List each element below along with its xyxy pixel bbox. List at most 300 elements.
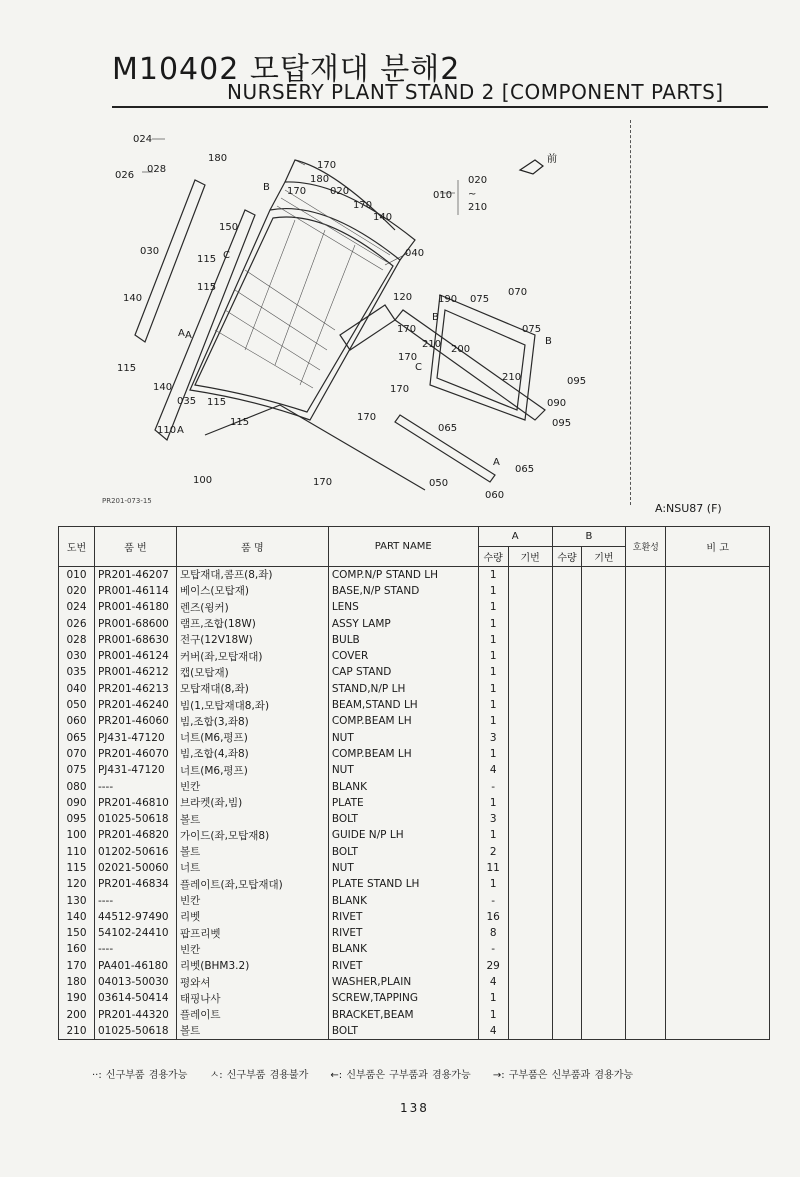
cell-part-no: ---- bbox=[94, 778, 176, 794]
cell-name-en: BOLT bbox=[328, 844, 478, 860]
cell-remarks bbox=[666, 713, 770, 729]
parts-table-body bbox=[59, 567, 770, 1040]
cell-a-qty: 1 bbox=[478, 664, 508, 680]
cell-no: 040 bbox=[59, 681, 95, 697]
cell-remarks bbox=[666, 827, 770, 843]
cell-b-qty bbox=[552, 615, 582, 631]
callout-label: 170 bbox=[357, 412, 377, 423]
cell-b-qty bbox=[552, 844, 582, 860]
callout-label: 115 bbox=[207, 397, 227, 408]
callout-label: 120 bbox=[393, 292, 413, 303]
cell-part-no: PR201-46810 bbox=[94, 795, 176, 811]
cell-name-ko: 빈칸 bbox=[176, 778, 328, 794]
cell-b-base bbox=[582, 876, 626, 892]
cell-a-qty: 1 bbox=[478, 990, 508, 1006]
cell-name-en: WASHER,PLAIN bbox=[328, 974, 478, 990]
cell-remarks bbox=[666, 615, 770, 631]
col-part-no: 품 번 bbox=[94, 527, 176, 567]
callout-label: A bbox=[493, 457, 500, 468]
cell-compat bbox=[626, 762, 666, 778]
cell-b-base bbox=[582, 974, 626, 990]
compatibility-legend bbox=[92, 1066, 651, 1081]
cell-name-en: LENS bbox=[328, 599, 478, 615]
cell-a-base bbox=[508, 1007, 552, 1023]
callout-label: 075 bbox=[470, 294, 490, 305]
cell-a-base bbox=[508, 697, 552, 713]
cell-name-ko: 볼트 bbox=[176, 844, 328, 860]
table-row bbox=[59, 1023, 770, 1039]
cell-b-qty bbox=[552, 632, 582, 648]
cell-b-qty bbox=[552, 909, 582, 925]
callout-label: 100 bbox=[193, 475, 213, 486]
cell-compat bbox=[626, 941, 666, 957]
cell-name-en: NUT bbox=[328, 762, 478, 778]
cell-compat bbox=[626, 990, 666, 1006]
cell-no: 060 bbox=[59, 713, 95, 729]
cell-a-base bbox=[508, 632, 552, 648]
cell-part-no: PA401-46180 bbox=[94, 958, 176, 974]
cell-name-ko: 평와셔 bbox=[176, 974, 328, 990]
cell-a-qty: 29 bbox=[478, 958, 508, 974]
cell-compat bbox=[626, 697, 666, 713]
cell-compat bbox=[626, 681, 666, 697]
cell-name-ko: 플레이트(좌,모탑재대) bbox=[176, 876, 328, 892]
cell-remarks bbox=[666, 648, 770, 664]
cell-remarks bbox=[666, 811, 770, 827]
cell-compat bbox=[626, 746, 666, 762]
cell-a-base bbox=[508, 892, 552, 908]
cell-no: 180 bbox=[59, 974, 95, 990]
cell-name-en: BEAM,STAND LH bbox=[328, 697, 478, 713]
cell-part-no: ---- bbox=[94, 892, 176, 908]
cell-a-base bbox=[508, 599, 552, 615]
callout-label: A bbox=[177, 425, 184, 436]
callout-label: B bbox=[263, 182, 270, 193]
callout-label: ~ bbox=[468, 189, 477, 200]
cell-a-base bbox=[508, 974, 552, 990]
cell-b-base bbox=[582, 778, 626, 794]
cell-no: 140 bbox=[59, 909, 95, 925]
cell-b-qty bbox=[552, 795, 582, 811]
cell-b-qty bbox=[552, 729, 582, 745]
cell-remarks bbox=[666, 844, 770, 860]
cell-compat bbox=[626, 615, 666, 631]
callout-label: 115 bbox=[230, 417, 250, 428]
callout-label: 170 bbox=[397, 324, 417, 335]
cell-name-ko: 빈칸 bbox=[176, 892, 328, 908]
cell-part-no: PJ431-47120 bbox=[94, 729, 176, 745]
cell-b-base bbox=[582, 811, 626, 827]
cell-part-no: 01202-50616 bbox=[94, 844, 176, 860]
callout-label: 140 bbox=[373, 212, 393, 223]
cell-b-qty bbox=[552, 746, 582, 762]
cell-name-en: NUT bbox=[328, 860, 478, 876]
cell-no: 160 bbox=[59, 941, 95, 957]
cell-a-qty: 16 bbox=[478, 909, 508, 925]
cell-no: 210 bbox=[59, 1023, 95, 1039]
cell-a-base bbox=[508, 876, 552, 892]
cell-b-base bbox=[582, 697, 626, 713]
cell-name-en: BRACKET,BEAM bbox=[328, 1007, 478, 1023]
callout-label: 075 bbox=[522, 324, 542, 335]
callout-label: 010 bbox=[433, 190, 453, 201]
col-group-b: B bbox=[552, 527, 626, 547]
col-b-qty: 수량 bbox=[552, 547, 582, 567]
cell-part-no: 02021-50060 bbox=[94, 860, 176, 876]
cell-remarks bbox=[666, 778, 770, 794]
cell-compat bbox=[626, 958, 666, 974]
cell-a-base bbox=[508, 909, 552, 925]
cell-name-en: NUT bbox=[328, 729, 478, 745]
cell-part-no: 04013-50030 bbox=[94, 974, 176, 990]
cell-b-base bbox=[582, 827, 626, 843]
cell-compat bbox=[626, 909, 666, 925]
cell-a-qty: 1 bbox=[478, 599, 508, 615]
callout-label: 020 bbox=[468, 175, 488, 186]
cell-compat bbox=[626, 599, 666, 615]
cell-no: 200 bbox=[59, 1007, 95, 1023]
col-b-base: 기번 bbox=[582, 547, 626, 567]
cell-remarks bbox=[666, 941, 770, 957]
callout-label: 170 bbox=[287, 186, 307, 197]
table-row bbox=[59, 583, 770, 599]
cell-a-qty: 1 bbox=[478, 713, 508, 729]
cell-name-ko: 전구(12V18W) bbox=[176, 632, 328, 648]
col-a-qty: 수량 bbox=[478, 547, 508, 567]
cell-compat bbox=[626, 844, 666, 860]
cell-a-qty: - bbox=[478, 778, 508, 794]
cell-part-no: PR001-68600 bbox=[94, 615, 176, 631]
cell-name-ko: 빔,조합(3,좌8) bbox=[176, 713, 328, 729]
cell-b-base bbox=[582, 941, 626, 957]
table-row bbox=[59, 958, 770, 974]
cell-a-base bbox=[508, 567, 552, 583]
cell-a-qty: 3 bbox=[478, 729, 508, 745]
cell-b-base bbox=[582, 729, 626, 745]
table-row bbox=[59, 746, 770, 762]
table-row bbox=[59, 615, 770, 631]
cell-b-qty bbox=[552, 648, 582, 664]
cell-b-qty bbox=[552, 860, 582, 876]
cell-a-qty: - bbox=[478, 941, 508, 957]
table-row bbox=[59, 632, 770, 648]
cell-b-qty bbox=[552, 827, 582, 843]
cell-a-base bbox=[508, 648, 552, 664]
table-row bbox=[59, 876, 770, 892]
cell-a-base bbox=[508, 681, 552, 697]
table-row bbox=[59, 795, 770, 811]
table-row bbox=[59, 729, 770, 745]
cell-part-no: PR201-46240 bbox=[94, 697, 176, 713]
cell-b-qty bbox=[552, 1007, 582, 1023]
cell-no: 075 bbox=[59, 762, 95, 778]
table-row bbox=[59, 664, 770, 680]
model-note: A:NSU87 (F) bbox=[655, 502, 722, 515]
cell-part-no: PR001-46124 bbox=[94, 648, 176, 664]
legend-item: →: 구부품은 신부품과 겸용가능 bbox=[492, 1070, 634, 1081]
callout-label: 095 bbox=[552, 418, 572, 429]
callout-label: 210 bbox=[468, 202, 488, 213]
cell-name-en: COMP.N/P STAND LH bbox=[328, 567, 478, 583]
table-row bbox=[59, 713, 770, 729]
cell-remarks bbox=[666, 567, 770, 583]
cell-no: 110 bbox=[59, 844, 95, 860]
legend-item: ←: 신부품은 구부품과 겸용가능 bbox=[330, 1070, 471, 1081]
front-direction-arrow bbox=[520, 160, 543, 174]
table-row bbox=[59, 567, 770, 583]
table-row bbox=[59, 941, 770, 957]
callout-label: 115 bbox=[197, 282, 217, 293]
cell-name-ko: 너트 bbox=[176, 860, 328, 876]
cell-remarks bbox=[666, 795, 770, 811]
cell-a-base bbox=[508, 664, 552, 680]
cell-b-qty bbox=[552, 778, 582, 794]
cell-a-base bbox=[508, 827, 552, 843]
cell-name-ko: 렌즈(윙커) bbox=[176, 599, 328, 615]
cell-no: 095 bbox=[59, 811, 95, 827]
col-name-en: PART NAME bbox=[328, 527, 478, 567]
cell-name-ko: 가이드(좌,모탑재8) bbox=[176, 827, 328, 843]
cell-b-base bbox=[582, 958, 626, 974]
cell-a-qty: 1 bbox=[478, 648, 508, 664]
cell-remarks bbox=[666, 729, 770, 745]
table-row bbox=[59, 697, 770, 713]
cell-compat bbox=[626, 632, 666, 648]
cell-b-qty bbox=[552, 1023, 582, 1039]
cell-b-qty bbox=[552, 811, 582, 827]
exploded-parts-diagram bbox=[95, 120, 630, 520]
cell-a-qty: 4 bbox=[478, 974, 508, 990]
cell-b-base bbox=[582, 599, 626, 615]
cell-b-base bbox=[582, 1023, 626, 1039]
cell-compat bbox=[626, 811, 666, 827]
cell-b-base bbox=[582, 681, 626, 697]
legend-item: ㅅ: 신구부품 겸용불가 bbox=[209, 1070, 309, 1081]
cell-b-base bbox=[582, 909, 626, 925]
cell-remarks bbox=[666, 974, 770, 990]
callout-label: 180 bbox=[208, 153, 228, 164]
cell-name-en: BLANK bbox=[328, 941, 478, 957]
cell-b-qty bbox=[552, 567, 582, 583]
cell-no: 100 bbox=[59, 827, 95, 843]
cell-name-en: PLATE STAND LH bbox=[328, 876, 478, 892]
cell-a-base bbox=[508, 1023, 552, 1039]
callout-label: A bbox=[178, 328, 185, 339]
callout-label: 115 bbox=[117, 363, 137, 374]
cell-b-base bbox=[582, 844, 626, 860]
cell-compat bbox=[626, 729, 666, 745]
cell-compat bbox=[626, 713, 666, 729]
cell-a-base bbox=[508, 713, 552, 729]
cell-b-qty bbox=[552, 958, 582, 974]
front-mark-label: 前 bbox=[547, 154, 557, 165]
cell-name-ko: 모탑재대,콤프(8,좌) bbox=[176, 567, 328, 583]
cell-a-base bbox=[508, 860, 552, 876]
col-no: 도번 bbox=[59, 527, 95, 567]
cell-part-no: PJ431-47120 bbox=[94, 762, 176, 778]
cell-part-no: PR001-46180 bbox=[94, 599, 176, 615]
cell-remarks bbox=[666, 762, 770, 778]
cell-b-base bbox=[582, 648, 626, 664]
callout-label: 050 bbox=[429, 478, 449, 489]
cell-name-en: GUIDE N/P LH bbox=[328, 827, 478, 843]
callout-label: 150 bbox=[219, 222, 239, 233]
cell-name-en: SCREW,TAPPING bbox=[328, 990, 478, 1006]
cell-part-no: 03614-50414 bbox=[94, 990, 176, 1006]
table-row bbox=[59, 844, 770, 860]
cell-compat bbox=[626, 892, 666, 908]
cell-part-no: 01025-50618 bbox=[94, 1023, 176, 1039]
cell-no: 080 bbox=[59, 778, 95, 794]
cell-no: 026 bbox=[59, 615, 95, 631]
cell-remarks bbox=[666, 583, 770, 599]
cell-name-ko: 모탑재대(8,좌) bbox=[176, 681, 328, 697]
table-row bbox=[59, 990, 770, 1006]
callout-label: C bbox=[415, 362, 422, 373]
cell-a-base bbox=[508, 811, 552, 827]
cell-b-base bbox=[582, 795, 626, 811]
cell-b-qty bbox=[552, 697, 582, 713]
cell-a-qty: 1 bbox=[478, 583, 508, 599]
cell-a-qty: 4 bbox=[478, 762, 508, 778]
cell-no: 010 bbox=[59, 567, 95, 583]
cell-name-ko: 브라켓(좌,빔) bbox=[176, 795, 328, 811]
cell-compat bbox=[626, 648, 666, 664]
cell-a-qty: 1 bbox=[478, 827, 508, 843]
cell-no: 065 bbox=[59, 729, 95, 745]
cell-no: 120 bbox=[59, 876, 95, 892]
cell-b-qty bbox=[552, 762, 582, 778]
callout-label: 035 bbox=[177, 396, 197, 407]
table-row bbox=[59, 909, 770, 925]
diagram-separator bbox=[630, 120, 631, 505]
cell-a-qty: 11 bbox=[478, 860, 508, 876]
cell-a-qty: 1 bbox=[478, 876, 508, 892]
cell-remarks bbox=[666, 860, 770, 876]
cell-b-base bbox=[582, 713, 626, 729]
diagram-code: PR201-073-15 bbox=[102, 497, 152, 505]
cell-remarks bbox=[666, 681, 770, 697]
cell-b-qty bbox=[552, 974, 582, 990]
callout-label: 028 bbox=[147, 164, 167, 175]
cell-part-no: PR001-68630 bbox=[94, 632, 176, 648]
cell-name-en: BOLT bbox=[328, 1023, 478, 1039]
cell-a-qty: 1 bbox=[478, 697, 508, 713]
cell-name-ko: 베이스(모탑재) bbox=[176, 583, 328, 599]
cell-name-ko: 너트(M6,평프) bbox=[176, 729, 328, 745]
callout-label: 210 bbox=[422, 339, 442, 350]
cell-name-ko: 볼트 bbox=[176, 1023, 328, 1039]
parts-table bbox=[58, 526, 770, 1040]
cell-a-base bbox=[508, 778, 552, 794]
cell-part-no: PR001-46212 bbox=[94, 664, 176, 680]
legend-item: ··: 신구부품 겸용가능 bbox=[92, 1070, 188, 1081]
cell-a-qty: 1 bbox=[478, 615, 508, 631]
cell-part-no: PR201-46207 bbox=[94, 567, 176, 583]
col-a-base: 기번 bbox=[508, 547, 552, 567]
cell-no: 030 bbox=[59, 648, 95, 664]
cell-name-ko: 캡(모탑재) bbox=[176, 664, 328, 680]
cell-remarks bbox=[666, 990, 770, 1006]
callout-label: 110 bbox=[157, 425, 177, 436]
cell-name-ko: 볼트 bbox=[176, 811, 328, 827]
cell-no: 024 bbox=[59, 599, 95, 615]
cell-b-qty bbox=[552, 599, 582, 615]
cell-remarks bbox=[666, 1023, 770, 1039]
cell-name-ko: 빈칸 bbox=[176, 941, 328, 957]
callout-label: 210 bbox=[502, 372, 522, 383]
cell-a-base bbox=[508, 746, 552, 762]
cell-remarks bbox=[666, 909, 770, 925]
cell-remarks bbox=[666, 958, 770, 974]
col-compat: 호환성 bbox=[626, 527, 666, 567]
callout-label: 180 bbox=[310, 174, 330, 185]
callout-label: 170 bbox=[313, 477, 333, 488]
cell-a-qty: 3 bbox=[478, 811, 508, 827]
cell-a-base bbox=[508, 795, 552, 811]
callout-label: 060 bbox=[485, 490, 505, 501]
cell-compat bbox=[626, 1023, 666, 1039]
callout-label: 170 bbox=[353, 200, 373, 211]
cell-compat bbox=[626, 795, 666, 811]
cell-part-no: ---- bbox=[94, 941, 176, 957]
cell-a-qty: 1 bbox=[478, 795, 508, 811]
cell-name-ko: 리벳(BHM3.2) bbox=[176, 958, 328, 974]
cell-b-qty bbox=[552, 681, 582, 697]
cell-a-qty: 8 bbox=[478, 925, 508, 941]
cell-no: 070 bbox=[59, 746, 95, 762]
cell-part-no: PR201-44320 bbox=[94, 1007, 176, 1023]
col-name-ko: 품 명 bbox=[176, 527, 328, 567]
cell-compat bbox=[626, 827, 666, 843]
title-underline bbox=[112, 106, 768, 108]
cell-name-en: COVER bbox=[328, 648, 478, 664]
cell-b-qty bbox=[552, 941, 582, 957]
table-row bbox=[59, 599, 770, 615]
callout-label: 170 bbox=[398, 352, 418, 363]
cell-name-en: BOLT bbox=[328, 811, 478, 827]
cell-a-base bbox=[508, 941, 552, 957]
cell-b-base bbox=[582, 925, 626, 941]
table-row bbox=[59, 1007, 770, 1023]
cell-name-en: RIVET bbox=[328, 925, 478, 941]
cell-b-qty bbox=[552, 583, 582, 599]
cell-b-qty bbox=[552, 925, 582, 941]
cell-b-base bbox=[582, 583, 626, 599]
cell-no: 115 bbox=[59, 860, 95, 876]
cell-remarks bbox=[666, 1007, 770, 1023]
cell-name-en: BLANK bbox=[328, 778, 478, 794]
cell-compat bbox=[626, 974, 666, 990]
cell-part-no: PR201-46820 bbox=[94, 827, 176, 843]
cell-a-base bbox=[508, 958, 552, 974]
table-row bbox=[59, 827, 770, 843]
cell-name-ko: 팝프리벳 bbox=[176, 925, 328, 941]
callout-label: 090 bbox=[547, 398, 567, 409]
cell-name-en: STAND,N/P LH bbox=[328, 681, 478, 697]
callout-label: 040 bbox=[405, 248, 425, 259]
callout-label: C bbox=[223, 250, 230, 261]
cell-a-base bbox=[508, 729, 552, 745]
callout-label: 200 bbox=[451, 344, 471, 355]
cell-name-en: ASSY LAMP bbox=[328, 615, 478, 631]
table-row bbox=[59, 778, 770, 794]
cell-remarks bbox=[666, 892, 770, 908]
cell-no: 130 bbox=[59, 892, 95, 908]
cell-a-base bbox=[508, 844, 552, 860]
table-row bbox=[59, 681, 770, 697]
cell-a-base bbox=[508, 583, 552, 599]
